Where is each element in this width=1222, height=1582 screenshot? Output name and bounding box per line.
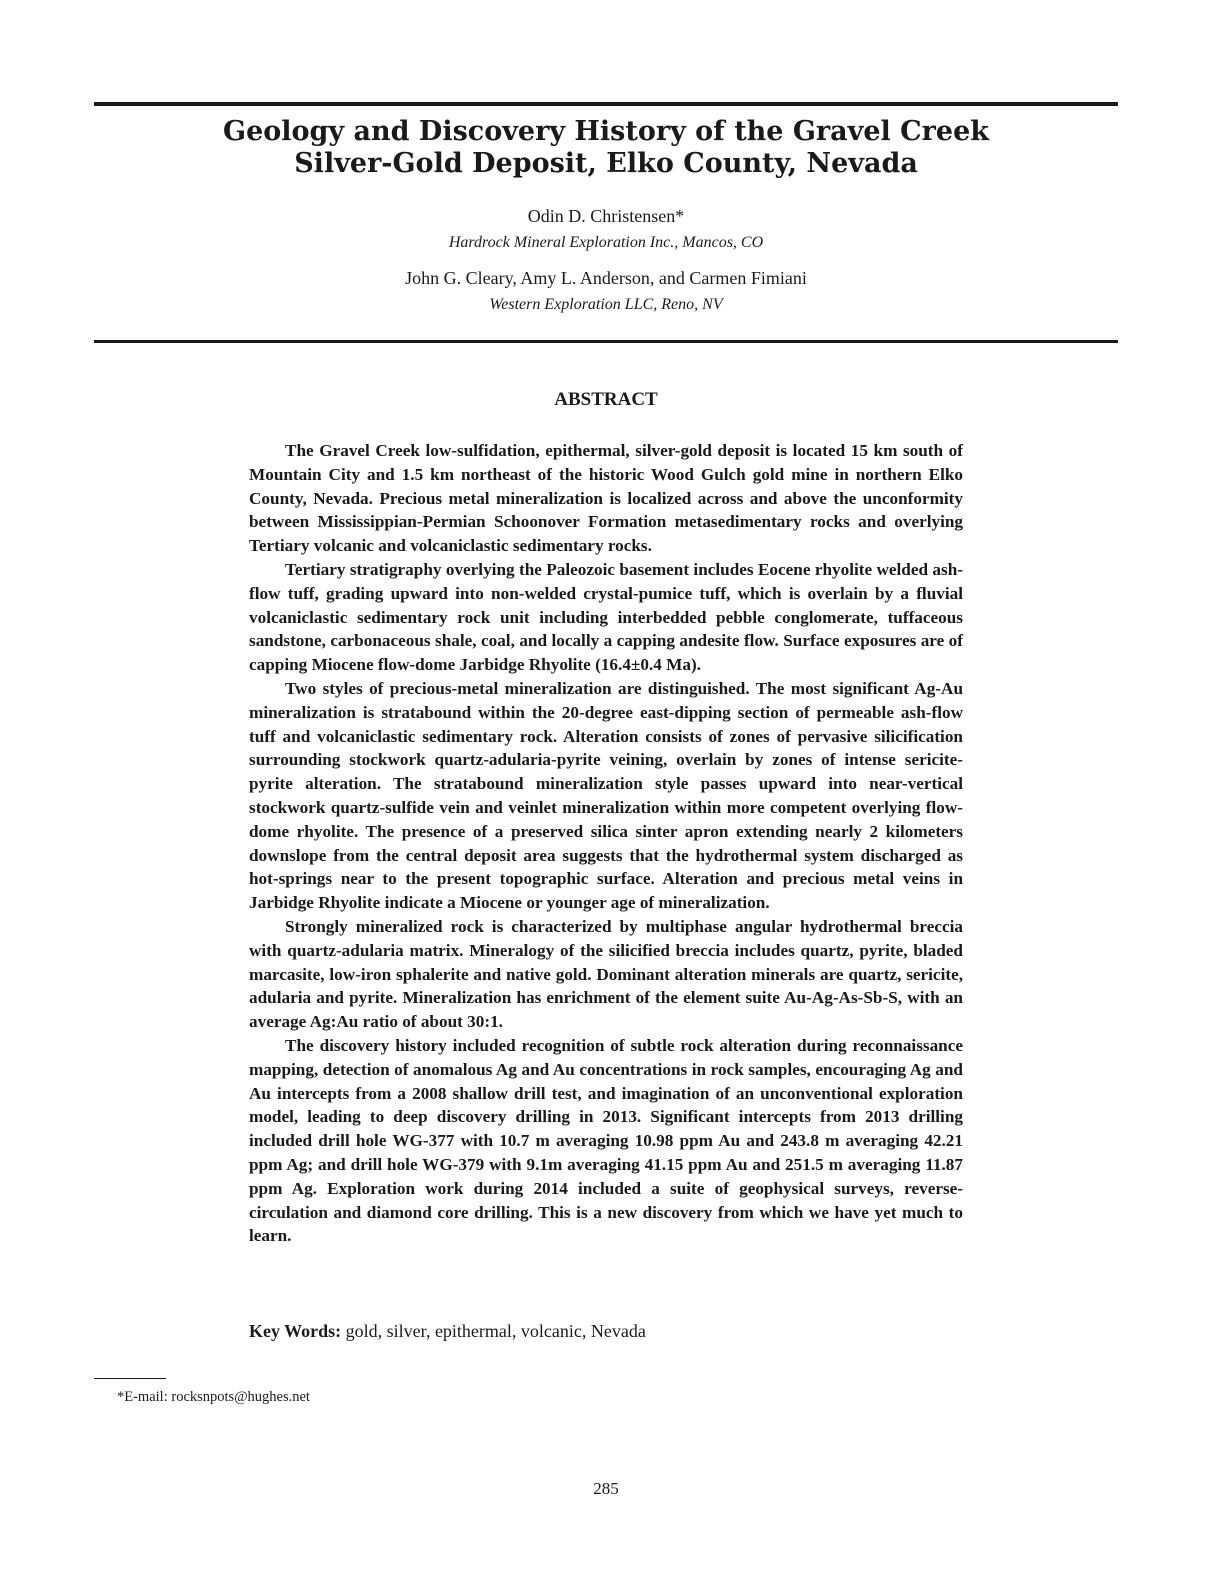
page-number: 285 [593, 1479, 619, 1498]
abstract-paragraph-4: Strongly mineralized rock is characterized by multiphase angular hydrothermal breccia with quartz-adularia matrix. Mineralogy of the silicified breccia includes quartz, pyrite, bladed marcasite, low-iron sphalerite and native gold. Dominant alteration minerals are quartz, sericite, adularia and pyrite. Mineralization has enrichment of the element suite Au-Ag-As-Sb-S, with an average Ag:Au ratio of about 30:1. [249, 916, 963, 1032]
author-line-1: Odin D. Christensen* [527, 206, 685, 226]
footnote-email: *E-mail: rocksnpots@hughes.net [117, 1389, 310, 1405]
paper-title-line-2: Silver-Gold Deposit, Elko County, Nevada [294, 148, 918, 179]
affiliation-line-1: Hardrock Mineral Exploration Inc., Mancos, CO [448, 234, 764, 251]
abstract-paragraph-3: Two styles of precious-metal mineralization are distinguished. The most significant Ag-Au mineralization is stratabound within the 20-degree east-dipping section of permeable ash-flow tuff and volcaniclastic sedimentary rock. Alteration consists of zones of pervasive silicification surrounding stockwork quartz-adularia-pyrite veining, overlain by zones of intense sericite-pyrite alteration. The stratabound mineralization style passes upward into near-vertical stockwork quartz-sulfide vein and veinlet mineralization within more competent overlying flow-dome rhyolite. The presence of a preserved silica sinter apron extending nearly 2 kilometers downslope from the central deposit area suggests that the hydrothermal system discharged as hot-springs near to the present topographic surface. Alteration and precious metal veins in Jarbidge Rhyolite indicate a Miocene or younger age of mineralization. [249, 678, 963, 913]
keywords-list: gold, silver, epithermal, volcanic, Nevada [341, 1321, 646, 1341]
paper-title [94, 116, 1118, 180]
footnote-rule [94, 1378, 166, 1379]
keywords [249, 1320, 963, 1342]
header-bottom-rule [94, 340, 1118, 343]
abstract-heading: ABSTRACT [554, 389, 658, 410]
keywords-label: Key Words: [249, 1321, 342, 1341]
abstract-body [249, 439, 963, 1248]
author-line-2: John G. Cleary, Amy L. Anderson, and Carmen Fimiani [405, 268, 807, 288]
header-top-rule [94, 102, 1118, 106]
affiliation-line-2: Western Exploration LLC, Reno, NV [489, 296, 723, 313]
paper-title-line-1: Geology and Discovery History of the Gravel Creek [223, 116, 989, 147]
abstract-paragraph-1: The Gravel Creek low-sulfidation, epithermal, silver-gold deposit is located 15 km south of Mountain City and 1.5 km northeast of the historic Wood Gulch gold mine in northern Elko County, Nevada. Precious metal mineralization is localized across and above the unconformity between Mississippian-Permian Schoonover Formation metasedimentary rocks and overlying Tertiary volcanic and volcaniclastic sedimentary rocks. [249, 441, 963, 556]
abstract-paragraph-2: Tertiary stratigraphy overlying the Paleozoic basement includes Eocene rhyolite welded ash-flow tuff, grading upward into non-welded crystal-pumice tuff, which is overlain by a fluvial volcaniclastic sedimentary rock unit including interbedded pebble conglomerate, tuffaceous sandstone, carbonaceous shale, coal, and locally a capping andesite flow. Surface exposures are of capping Miocene flow-dome Jarbidge Rhyolite (16.4±0.4 Ma). [249, 559, 963, 675]
abstract-paragraph-5: The discovery history included recognition of subtle rock alteration during reconnaissance mapping, detection of anomalous Ag and Au concentrations in rock samples, encouraging Ag and Au intercepts from a 2008 shallow drill test, and imagination of an unconventional exploration model, leading to deep discovery drilling in 2013. Significant intercepts from 2013 drilling included drill hole WG-377 with 10.7 m averaging 10.98 ppm Au and 243.8 m averaging 42.21 ppm Ag; and drill hole WG-379 with 9.1m averaging 41.15 ppm Au and 251.5 m averaging 11.87 ppm Ag. Exploration work during 2014 included a suite of geophysical surveys, reverse-circulation and diamond core drilling. This is a new discovery from which we have yet much to learn. [249, 1035, 963, 1246]
